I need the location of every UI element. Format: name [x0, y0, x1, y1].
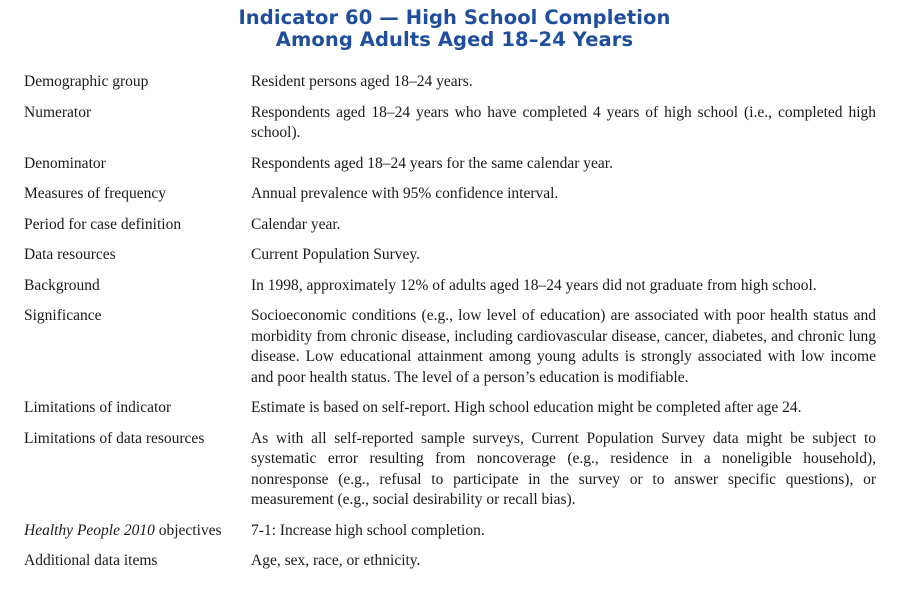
- row-label: Measures of frequency: [24, 185, 167, 202]
- row-value: 7-1: Increase high school completion.: [251, 521, 485, 539]
- row-value: Socioeconomic conditions (e.g., low level of education) are associated with poor health status and morbidity from chronic disease, including cardiovascular disease, cancer, diabetes, and chronic lung disease. Low educational attainment among young adults is strongly associated with low income and poor health status. The level of a person’s education is modifiable.: [251, 307, 876, 386]
- row-label: Data resources: [24, 246, 116, 263]
- row-measures-of-frequency: [24, 184, 876, 205]
- row-label: Background: [24, 276, 100, 294]
- definition-table: [24, 72, 876, 572]
- row-additional-data-items: [24, 551, 876, 572]
- row-label: Limitations of data resources: [24, 429, 205, 447]
- row-label: Numerator: [24, 103, 92, 121]
- row-label-italic: Healthy People 2010: [24, 521, 155, 539]
- row-value: Age, sex, race, or ethnicity.: [251, 552, 421, 569]
- row-data-resources: [24, 245, 876, 266]
- row-value: Resident persons aged 18–24 years.: [251, 73, 473, 90]
- row-significance: [24, 306, 876, 388]
- title-line-1: Indicator 60 — High School Completion: [238, 6, 671, 29]
- row-denominator: [24, 154, 876, 175]
- row-value: Calendar year.: [251, 215, 341, 233]
- row-label: Additional data items: [24, 552, 158, 569]
- row-value: As with all self-reported sample surveys, Current Population Survey data might be subject to systematic error resulting from noncoverage (e.g., residence in a noneligible household), nonresponse (e.g., refusal to participate in the survey or to answer specific questions), or measurement (e.g., social desirability or recall bias).: [251, 429, 876, 508]
- row-label: Period for case definition: [24, 215, 182, 233]
- row-background: [24, 276, 876, 297]
- row-value: Respondents aged 18–24 years who have completed 4 years of high school (i.e., completed high school).: [251, 103, 876, 141]
- row-value: Current Population Survey.: [251, 246, 421, 263]
- row-healthy-people-objectives: [24, 521, 876, 542]
- row-value: Annual prevalence with 95% confidence interval.: [251, 185, 559, 202]
- row-label-rest: objectives: [154, 521, 222, 539]
- page-title: [0, 7, 909, 51]
- row-limitations-of-data-resources: [24, 429, 876, 511]
- row-label: Limitations of indicator: [24, 399, 172, 416]
- row-limitations-of-indicator: [24, 398, 876, 419]
- row-numerator: [24, 103, 876, 144]
- row-label: Significance: [24, 307, 102, 324]
- row-value: Respondents aged 18–24 years for the same calendar year.: [251, 154, 613, 172]
- row-value: In 1998, approximately 12% of adults aged 18–24 years did not graduate from high school.: [251, 276, 817, 294]
- row-label: [24, 521, 249, 542]
- row-demographic-group: [24, 72, 876, 93]
- row-label: Denominator: [24, 154, 106, 172]
- row-value: Estimate is based on self-report. High school education might be completed after age 24.: [251, 399, 802, 416]
- row-period-for-case-definition: [24, 215, 876, 236]
- row-label: Demographic group: [24, 73, 149, 90]
- title-line-2: Among Adults Aged 18–24 Years: [275, 28, 634, 51]
